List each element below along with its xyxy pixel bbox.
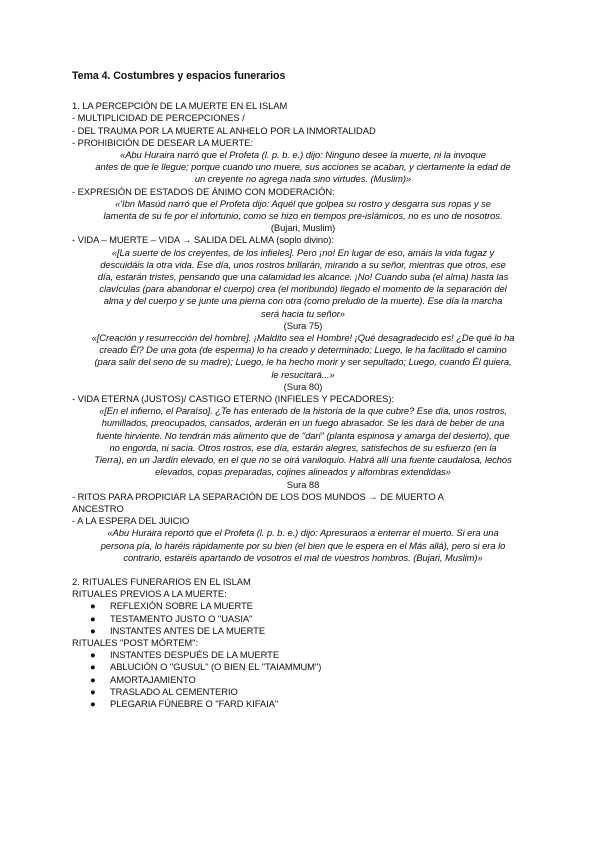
quote-line: será hacia tu señor»	[261, 307, 345, 319]
pre-death-rituals-label: RITUALES PREVIOS A LA MUERTE:	[72, 588, 227, 600]
list-item: ● TRASLADO AL CEMENTERIO	[90, 685, 238, 697]
point-eternal-life: - VIDA ETERNA (JUSTOS)/ CASTIGO ETERNO (INFIELES Y PECADORES):	[72, 393, 394, 405]
quote-line: descuidáis la otra vida. Ese día, unos rostros brillarán, mirando a su señor, mientras que otros, ese	[100, 258, 506, 270]
point-awaiting-judgment: - A LA ESPERA DEL JUICIO	[72, 515, 190, 527]
quote-line: contrario, estaréis apartando de vosotros el mal de vuestros hombros. (Bujari, Muslim)»	[123, 551, 483, 563]
quote-sura-80	[72, 332, 534, 381]
point-rites-separation: - RITOS PARA PROPICIAR LA SEPARACIÓN DE LOS DOS MUNDOS → DE MUERTO A	[72, 490, 444, 502]
document-page	[72, 70, 534, 710]
bullet-icon: ●	[90, 624, 96, 636]
quote-line: día, estarán tristes, pensando que una calamidad les alcance. ¡No! Cuando suba (el alma) hasta las	[97, 271, 509, 283]
quote-line: le resucitará...»	[271, 368, 335, 380]
post-mortem-rituals-label: RITUALES "POST MÓRTEM":	[72, 636, 199, 648]
quote-line: lamenta de su fe por el infortunio, como se hizo en tiempos pre-islámicos, no es uno de nosotros.	[103, 210, 503, 222]
quote-line: (para salir del seno de su madre); Luego, le ha hecho morir y ser sepultado; Luego, cuando Él quiera,	[94, 356, 512, 368]
quote-line: alma y del cuerpo y se junte una pierna con otra (como preludio de la muerte). Ese día la marcha	[103, 295, 503, 307]
list-item: ● INSTANTES ANTES DE LA MUERTE	[90, 624, 266, 636]
reference-sura-88: Sura 88	[286, 478, 320, 490]
list-item: ● TESTAMENTO JUSTO O "UASIA"	[90, 612, 253, 624]
bullet-icon: ●	[90, 661, 96, 673]
quote-line: no engorda, ni sacia. Otros rostros, ese día, estarán alegres, satisfechos de su esfuerzo (en la	[109, 441, 497, 453]
quote-line: antes de que le llegue; porque cuando uno muere, sus acciones se acaban, y ciertamente la edad de	[95, 161, 511, 173]
list-item: ● INSTANTES DESPUÉS DE LA MUERTE	[90, 649, 280, 661]
quote-sura-75	[72, 247, 534, 320]
document-title: Tema 4. Costumbres y espacios funerarios	[72, 70, 286, 82]
reference-bujari-muslim: (Bujari, Muslim)	[270, 222, 336, 234]
list-item: ● REFLEXIÓN SOBRE LA MUERTE	[90, 600, 253, 612]
list-item: ● PLEGARIA FÚNEBRE O "FARD KIFAIA"	[90, 697, 279, 709]
list-item: ● ABLUCIÓN O "GUSUL" (O BIEN EL "TAIAMMUM")	[90, 661, 322, 673]
pre-death-rituals-list	[72, 600, 534, 637]
bullet-icon: ●	[90, 697, 96, 709]
section-2-heading: 2. RITUALES FUNERARIOS EN EL ISLAM	[72, 575, 251, 587]
quote-bury-the-dead	[72, 527, 534, 564]
bullet-icon: ●	[90, 600, 96, 612]
reference-sura-80: (Sura 80)	[283, 380, 323, 392]
quote-ibn-masud	[72, 198, 534, 222]
quote-line: clavículas (para abandonar el cuerpo) crea (el moribundo) llegado el momento de la separación del	[99, 283, 507, 295]
quote-line: «'Ibn Masúd narró que el Profeta dijo: Aquél que golpea su rostro y desgarra sus ropas y se	[115, 197, 491, 209]
list-item: ● AMORTAJAMIENTO	[90, 673, 196, 685]
bullet-icon: ●	[90, 685, 96, 697]
quote-line: «[Creación y resurrección del hombre]. ¡Maldito sea el Hombre! ¡Qué desagradecido es! ¿De qué lo ha	[91, 332, 515, 344]
quote-line: «[En el infierno, el Paraíso]. ¿Te has enterado de la historia de la que cubre? Ese día, unos rostros,	[99, 405, 507, 417]
quote-muslim	[72, 149, 534, 186]
point-life-death-life: - VIDA – MUERTE – VIDA → SALIDA DEL ALMA (soplo divino):	[72, 234, 334, 246]
quote-line: persona pía, lo haréis rápidamente por su bien (el bien que le espera en el Más allá), pero si era lo	[100, 539, 506, 551]
quote-line: «Abu Huraira narró que el Profeta (l. p. b. e.) dijo: Ninguno desee la muerte, ni la invoque	[120, 149, 486, 161]
section-1-heading: 1. LA PERCEPCIÓN DE LA MUERTE EN EL ISLAM	[72, 100, 288, 112]
quote-sura-88	[72, 405, 534, 478]
quote-line: humillados, preocupados, cansados, arderán en un fuego abrasador. Se les dará de beber de una	[101, 417, 505, 429]
quote-line: un creyente no agrega nada sino virtudes. (Muslim)»	[194, 173, 412, 185]
bullet-icon: ●	[90, 673, 96, 685]
bullet-icon: ●	[90, 612, 96, 624]
point-moderation: - EXPRESIÓN DE ESTADOS DE ÁNIMO CON MODERACIÓN:	[72, 185, 335, 197]
point-prohibition: - PROHIBICIÓN DE DESEAR LA MUERTE:	[72, 136, 253, 148]
reference-sura-75: (Sura 75)	[283, 319, 323, 331]
point-multiplicity: - MULTIPLICIDAD DE PERCEPCIONES /	[72, 112, 245, 124]
quote-line: fuente hirviente. No tendrán más alimento que de "dari" (planta espinosa y amarga del desierto), que	[96, 429, 510, 441]
post-mortem-rituals-list	[72, 649, 534, 710]
point-trauma: - DEL TRAUMA POR LA MUERTE AL ANHELO POR LA INMORTALIDAD	[72, 124, 376, 136]
quote-line: creado Él? De una gota (de esperma) lo ha creado y determinado; Luego, le ha facilitado el camino	[99, 344, 507, 356]
quote-line: elevados, copas preparadas, cojines alineados y alfombras extendidas»	[155, 466, 451, 478]
point-rites-separation-cont: ANCESTRO	[72, 502, 124, 514]
quote-line: «Abu Huraira reportó que el Profeta (l. p. b. e.) dijo: Apresuraos a enterrar el muerto. Si era una	[107, 527, 499, 539]
bullet-icon: ●	[90, 649, 96, 661]
quote-line: Tierra), en un Jardín elevado, en el que no se oirá vaniloquio. Habrá allí una fuente caudalosa, lechos	[94, 454, 512, 466]
quote-line: «[La suerte de los creyentes, de los infieles]. Pero ¡no! En lugar de eso, amáis la vida fugaz y	[111, 246, 495, 258]
